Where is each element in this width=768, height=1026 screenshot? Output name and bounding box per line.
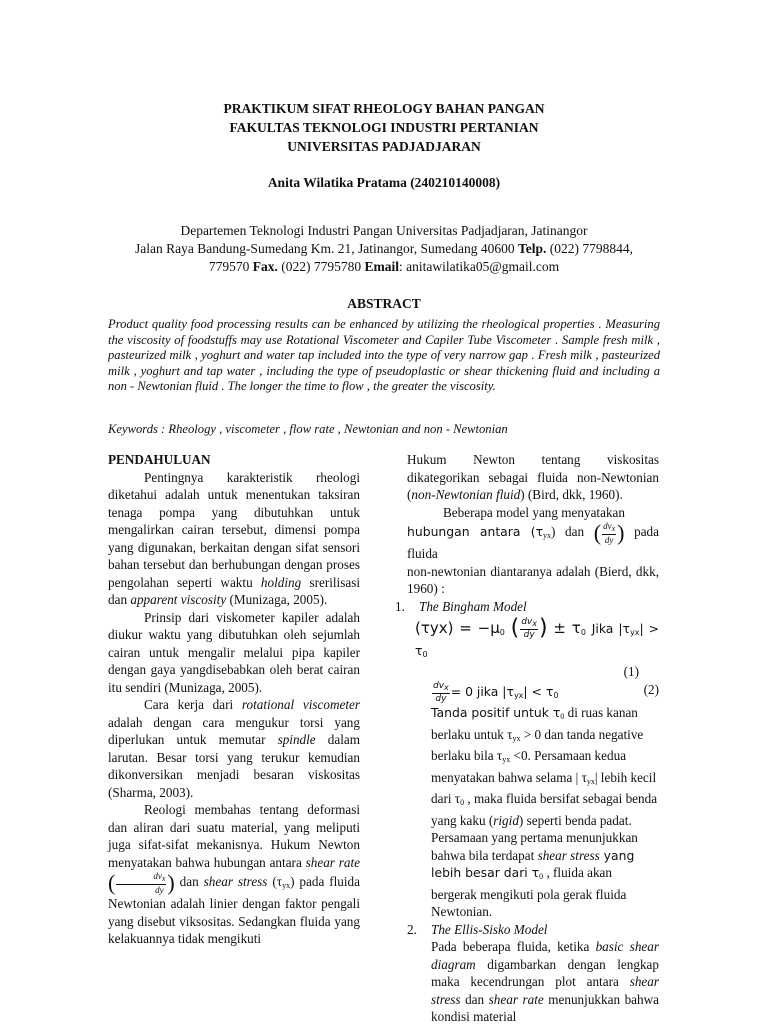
i1-d: <0. Persamaan kedua menyatakan bahwa selama | τ xyxy=(431,748,627,785)
eq2-sub: yx xyxy=(513,690,524,700)
eq1-paren-open: ( xyxy=(510,615,520,641)
equation-2 xyxy=(407,681,659,705)
p4-text-d: ) pada fluida Newtonian adalah linier dengan faktor pengali yang disebut viksositas. Sedangkan fluida yang kelakuannya tidak mengikuti xyxy=(108,874,360,946)
i2-shear-stress: shear stress xyxy=(431,974,659,1007)
i1-f: , maka fluida bersifat sebagai benda yang kaku ( xyxy=(431,791,658,828)
eq1-condition: Jika |τ xyxy=(591,621,630,636)
model-1-explanation xyxy=(407,704,659,921)
r1-text-a: Hukum Newton tentang viskositas dikategorikan sebagai fluida non-Newtonian ( xyxy=(407,452,659,502)
abstract-heading: ABSTRACT xyxy=(347,296,421,311)
paren-open-2: ( xyxy=(593,520,602,545)
model-2-title: The Ellis-Sisko Model xyxy=(431,921,548,937)
frac-num-sub: x xyxy=(161,874,166,883)
paragraph-1 xyxy=(108,469,360,609)
affiliation-dept: Departemen Teknologi Industri Pangan Universitas Padjadjaran, Jatinangor xyxy=(180,223,588,238)
model-1-heading xyxy=(395,598,659,616)
i2-shear-rate: shear rate xyxy=(488,991,544,1007)
p1-apparent: apparent viscosity xyxy=(130,592,227,607)
eq1-frac-den: dy xyxy=(523,630,535,640)
derivative-fraction xyxy=(116,871,166,895)
fax-value: (022) 7795780 xyxy=(281,259,362,274)
p4-shear-rate: shear rate xyxy=(305,854,360,870)
tel-label: Telp. xyxy=(518,241,547,256)
p4-text-b: dan xyxy=(179,874,204,890)
eq1-cond-sub: yx xyxy=(629,628,640,637)
p4-shear-stress: shear stress xyxy=(203,874,268,890)
equation-1 xyxy=(407,617,659,663)
eq2-fraction xyxy=(432,681,450,704)
eq1-lhs: (τyx) = −μ xyxy=(415,619,500,637)
i1-i: , fluida akan bergerak mengikuti pola gerak fluida Newtonian. xyxy=(431,865,627,919)
r2-text-d: pada fluida xyxy=(407,524,660,561)
keywords: Keywords : Rheology , viscometer , flow rate , Newtonian and non - Newtonian xyxy=(108,422,508,436)
email-label: Email xyxy=(364,259,399,274)
eq1-paren-close: ) xyxy=(539,615,548,641)
p1-text-b: srerilisasi dan xyxy=(108,574,360,607)
r2-text-b: hubungan antara (τ xyxy=(407,524,544,540)
frac2-num: dv xyxy=(603,521,612,531)
title-line-3: UNIVERSITAS PADJADJARAN xyxy=(287,139,481,154)
i2-c: dan xyxy=(460,991,489,1007)
title-line-2: FAKULTAS TEKNOLOGI INDUSTRI PERTANIAN xyxy=(229,120,539,135)
model-2-explanation xyxy=(407,938,659,1026)
i1-rigid: rigid xyxy=(493,812,519,828)
frac2-den: dy xyxy=(604,535,614,545)
eq2-text: = 0 jika |τ xyxy=(450,683,514,699)
p4-text-a: Reologi membahas tentang deformasi dan aliran dari suatu material, yang meliputi juga sifat-sifat mekanisnya. Hukum Newton menyatakan bahwa hubungan antara xyxy=(108,802,360,870)
eq1-mid: ± τ xyxy=(553,619,581,637)
paragraph-4 xyxy=(108,801,360,948)
eq2-frac-num-sub: x xyxy=(444,682,449,692)
derivative-fraction-2 xyxy=(602,521,616,545)
i1-e-sub: 0 xyxy=(460,798,465,807)
eq1-sub-mu: 0 xyxy=(499,628,505,637)
eq1-number: (1) xyxy=(623,664,639,679)
affiliation-address: Jalan Raya Bandung-Sumedang Km. 21, Jatinangor, Sumedang 40600 xyxy=(134,241,515,256)
i1-c-sub: yx xyxy=(502,755,511,764)
eq2-frac-num: dv xyxy=(433,680,445,691)
i1-c: > 0 dan tanda negative berlaku bila τ xyxy=(431,726,644,763)
p3-text-a: Cara kerja dari xyxy=(144,697,242,712)
eq1-fraction xyxy=(520,617,538,640)
tel-value: (022) 7798844, xyxy=(549,241,634,256)
right-paragraph-2a: Beberapa model yang menyatakan xyxy=(443,504,625,520)
right-paragraph-2b xyxy=(407,521,659,563)
i2-a: Pada beberapa fluida, ketika xyxy=(431,939,596,954)
affiliation xyxy=(100,222,668,276)
p3-spindle: spindle xyxy=(277,732,316,747)
paragraph-3 xyxy=(108,696,360,801)
paragraph-2: Prinsip dari viskometer kapiler adalah diukur waktu yang dibutuhkan oleh sejumlah cairan untuk mengalir melalui pipa kapiler dengan gaya yangdisebabkan oleh berat cairan itu sendiri (Munizaga, 2005). xyxy=(108,609,360,695)
abstract-text: Product quality food processing results can be enhanced by utilizing the rheological properties . Measuring the viscosity of foodstuffs may use Rotational Viscometer and Capiler Tube Viscometer . Sample fresh milk , pasteurized milk , yoghurt and water tap included into the type of very narrow gap . Fresh milk , pasteurized milk , yoghurt and tap water , including the type of pseudoplastic or shear thickening fluid and including a non - Newtonian fluid . The longer the time to flow , the greater the viscosity. xyxy=(108,317,660,393)
p3-text-c: dalam larutan. Besar torsi yang terukur kemudian dikonversikan menjadi besaran viskositas (Sharma, 2003). xyxy=(108,732,360,800)
tel-value-2: 779570 xyxy=(208,259,250,274)
email-value: : anitawilatika05@gmail.com xyxy=(398,259,560,274)
i2-basic: basic shear diagram xyxy=(431,939,659,972)
r2-text-c: ) dan xyxy=(551,524,585,540)
right-paragraph-2c: non-newtonian diantaranya adalah (Bierd, dkk, 1960) : xyxy=(407,563,659,596)
r1-text-b: ) (Bird, dkk, 1960). xyxy=(520,487,623,502)
frac-num: dv xyxy=(153,871,162,881)
i2-b: digambarkan dengan lengkap maka kecendrungan plot antara xyxy=(431,956,659,989)
model-1-number: 1. xyxy=(395,598,405,614)
p1-text-a: Pentingnya karakteristik rheologi diketahui adalah untuk menentukan taksiran tenaga pompa yang dibutuhkan untuk mengalirkan cairan tersebut, dimensi pompa yang digunakan, berkaitan dengan sifat sensori bahan tersebut dan berhubungan dengan proses pengolahan seperti waktu xyxy=(108,469,360,590)
title-line-1: PRAKTIKUM SIFAT RHEOLOGY BAHAN PANGAN xyxy=(223,101,545,116)
paren-close: ) xyxy=(167,870,175,895)
right-paragraph-1 xyxy=(407,451,659,504)
p4-sub: yx xyxy=(282,881,291,891)
i1-shear-stress: shear stress xyxy=(537,847,600,863)
author: Anita Wilatika Pratama (240210140008) xyxy=(267,175,501,190)
eq2-end: | < τ xyxy=(523,683,554,699)
left-column xyxy=(108,451,360,948)
section-heading: PENDAHULUAN xyxy=(108,452,211,467)
paren-close-2: ) xyxy=(617,520,625,545)
eq1-frac-num-sub: x xyxy=(532,619,538,628)
i1-b-sub: yx xyxy=(512,733,521,743)
p1-text-c: (Munizaga, 2005). xyxy=(226,592,328,607)
p1-holding: holding xyxy=(260,574,302,590)
model-1-title: The Bingham Model xyxy=(419,598,527,614)
right-column xyxy=(395,451,660,1026)
eq1-frac-num: dv xyxy=(521,617,533,627)
eq2-number: (2) xyxy=(643,681,659,697)
i1-e: | lebih kecil dari τ xyxy=(431,769,657,806)
i1-h: yang lebih besar dari τ xyxy=(431,847,635,880)
eq1-sub-tau: 0 xyxy=(580,628,586,637)
i1-d-sub: yx xyxy=(586,776,595,786)
r1-non-newtonian: non-Newtonian fluid xyxy=(411,487,521,502)
eq2-sub0: 0 xyxy=(553,690,559,700)
eq1-cond-sub0: 0 xyxy=(422,649,428,659)
paren-open: ( xyxy=(108,870,116,895)
p3-rotational: rotational viscometer xyxy=(241,697,360,712)
i1-a: Tanda positif untuk τ xyxy=(431,705,561,720)
fax-label: Fax. xyxy=(252,259,278,274)
frac2-num-sub: x xyxy=(611,524,616,533)
i1-b: di ruas kanan berlaku untuk τ xyxy=(431,705,638,742)
model-2-heading xyxy=(407,921,659,939)
i1-h-sub: 0 xyxy=(539,872,544,881)
p4-text-c: (τ xyxy=(267,874,283,890)
i1-a-sub: 0 xyxy=(560,712,565,721)
affiliation-contact-line xyxy=(100,258,668,276)
r2-sub: yx xyxy=(543,531,552,541)
eq1-cond-end: | > τ xyxy=(415,621,659,658)
eq2-frac-den: dy xyxy=(435,693,447,704)
i1-g: ) seperti benda padat. Persamaan yang pertama menunjukkan bahwa bila terdapat xyxy=(431,812,638,863)
eq2-body xyxy=(431,681,558,705)
model-2-number: 2. xyxy=(407,921,417,937)
frac-den: dy xyxy=(155,885,164,895)
i2-d: menunjukkan bahwa kondisi material xyxy=(431,991,659,1024)
p3-text-b: adalah dengan cara mengukur torsi yang diperlukan untuk memutar xyxy=(108,714,360,747)
affiliation-address-line xyxy=(100,240,668,258)
